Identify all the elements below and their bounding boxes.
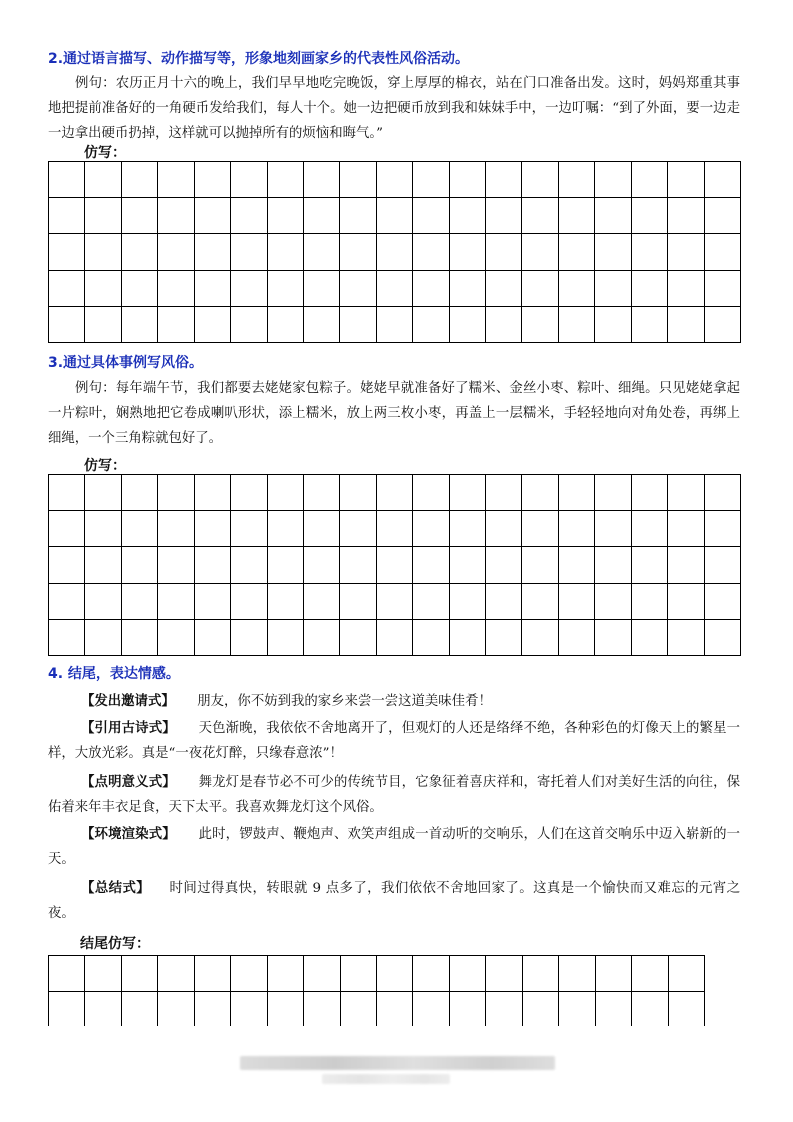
grid-cell[interactable] bbox=[450, 475, 486, 511]
grid-cell[interactable] bbox=[559, 511, 595, 547]
grid-cell[interactable] bbox=[705, 271, 741, 307]
footer-blurred-watermark-line2 bbox=[322, 1074, 450, 1084]
grid-cell[interactable] bbox=[122, 584, 158, 620]
ending-text: 舞龙灯是春节必不可少的传统节目，它象征着喜庆祥和，寄托着人们对美好生活的向往，保佑着来年丰衣足食，天下太平。我喜欢舞龙灯这个风俗。 bbox=[48, 775, 740, 815]
grid-cell[interactable] bbox=[49, 992, 85, 1028]
grid-cell[interactable] bbox=[49, 271, 85, 307]
grid-cell[interactable] bbox=[450, 198, 486, 234]
grid-cell[interactable] bbox=[413, 198, 449, 234]
grid-cell[interactable] bbox=[158, 198, 194, 234]
grid-cell[interactable] bbox=[304, 584, 340, 620]
grid-cell[interactable] bbox=[522, 162, 558, 198]
grid-cell[interactable] bbox=[632, 620, 668, 656]
ending-text: 朋友，你不妨到我的家乡来尝一尝这道美味佳肴！ bbox=[197, 694, 492, 709]
grid-cell[interactable] bbox=[85, 234, 121, 270]
grid-cell[interactable] bbox=[486, 234, 522, 270]
grid-cell[interactable] bbox=[122, 198, 158, 234]
grid-cell[interactable] bbox=[268, 992, 304, 1028]
grid-cell[interactable] bbox=[122, 956, 158, 992]
grid-cell[interactable] bbox=[340, 475, 376, 511]
grid-cell[interactable] bbox=[595, 511, 631, 547]
grid-cell[interactable] bbox=[85, 162, 121, 198]
grid-cell[interactable] bbox=[705, 475, 741, 511]
grid-cell[interactable] bbox=[595, 271, 631, 307]
grid-cell[interactable] bbox=[158, 307, 194, 343]
grid-cell[interactable] bbox=[450, 162, 486, 198]
grid-cell[interactable] bbox=[413, 511, 449, 547]
grid-cell[interactable] bbox=[705, 620, 741, 656]
grid-cell[interactable] bbox=[559, 584, 595, 620]
grid-cell[interactable] bbox=[122, 547, 158, 583]
grid-cell[interactable] bbox=[595, 198, 631, 234]
grid-cell[interactable] bbox=[559, 992, 595, 1028]
grid-cell[interactable] bbox=[595, 234, 631, 270]
grid-cell[interactable] bbox=[450, 620, 486, 656]
grid-cell[interactable] bbox=[486, 162, 522, 198]
grid-cell[interactable] bbox=[522, 475, 558, 511]
grid-cell[interactable] bbox=[304, 992, 340, 1028]
grid-cell[interactable] bbox=[304, 162, 340, 198]
grid-cell[interactable] bbox=[668, 162, 704, 198]
grid-cell[interactable] bbox=[49, 162, 85, 198]
grid-cell[interactable] bbox=[668, 475, 704, 511]
grid-cell[interactable] bbox=[413, 234, 449, 270]
grid-cell[interactable] bbox=[705, 198, 741, 234]
grid-cell[interactable] bbox=[195, 547, 231, 583]
grid-cell[interactable] bbox=[632, 511, 668, 547]
grid-cell[interactable] bbox=[377, 584, 413, 620]
grid-cell[interactable] bbox=[559, 162, 595, 198]
grid-cell[interactable] bbox=[522, 234, 558, 270]
grid-cell[interactable] bbox=[669, 956, 705, 992]
grid-cell[interactable] bbox=[195, 475, 231, 511]
grid-cell[interactable] bbox=[85, 992, 121, 1028]
grid-cell[interactable] bbox=[304, 620, 340, 656]
grid-cell[interactable] bbox=[85, 198, 121, 234]
grid-cell[interactable] bbox=[668, 511, 704, 547]
grid-cell[interactable] bbox=[158, 162, 194, 198]
section3-writing-grid[interactable] bbox=[48, 474, 741, 656]
grid-cell[interactable] bbox=[669, 992, 705, 1028]
grid-cell[interactable] bbox=[195, 198, 231, 234]
grid-cell[interactable] bbox=[85, 511, 121, 547]
grid-cell[interactable] bbox=[304, 307, 340, 343]
grid-cell[interactable] bbox=[632, 584, 668, 620]
ending-text: 天色渐晚，我依依不舍地离开了，但观灯的人还是络绎不绝，各种彩色的灯像天上的繁星一样，大放光彩。真是“一夜花灯醉，只缘春意浓”！ bbox=[48, 721, 740, 761]
grid-cell[interactable] bbox=[85, 271, 121, 307]
grid-cell[interactable] bbox=[522, 307, 558, 343]
section3-heading: 3.通过具体事例写风俗。 bbox=[48, 355, 204, 371]
section3-example: 例句：每年端午节，我们都要去姥姥家包粽子。姥姥早就准备好了糯米、金丝小枣、粽叶、细绳。只见姥姥拿起一片粽叶，娴熟地把它卷成喇叭形状，添上糯米，放上两三枚小枣，再盖上一层糯米，手轻轻地向对角处卷，再绑上细绳，一个三角粽就包好了。 bbox=[48, 381, 740, 446]
grid-cell[interactable] bbox=[231, 956, 267, 992]
grid-cell[interactable] bbox=[231, 234, 267, 270]
grid-cell[interactable] bbox=[413, 307, 449, 343]
grid-cell[interactable] bbox=[450, 511, 486, 547]
grid-cell[interactable] bbox=[377, 620, 413, 656]
grid-cell[interactable] bbox=[231, 547, 267, 583]
grid-cell[interactable] bbox=[668, 234, 704, 270]
grid-cell[interactable] bbox=[268, 511, 304, 547]
section2-example: 例句：农历正月十六的晚上，我们早早地吃完晚饭，穿上厚厚的棉衣，站在门口准备出发。这时，妈妈郑重其事地把提前准备好的一角硬币发给我们，每人十个。她一边把硬币放到我和妹妹手中，一边叮嘱：“到了外面，要一边走一边拿出硬币扔掉，这样就可以抛掉所有的烦恼和晦气。” bbox=[48, 76, 740, 141]
grid-cell[interactable] bbox=[377, 234, 413, 270]
grid-cell[interactable] bbox=[559, 956, 595, 992]
grid-cell[interactable] bbox=[158, 992, 194, 1028]
grid-cell[interactable] bbox=[340, 547, 376, 583]
grid-cell[interactable] bbox=[231, 992, 267, 1028]
grid-cell[interactable] bbox=[304, 511, 340, 547]
grid-cell[interactable] bbox=[450, 584, 486, 620]
grid-cell[interactable] bbox=[413, 956, 449, 992]
grid-cell[interactable] bbox=[85, 956, 121, 992]
grid-cell[interactable] bbox=[158, 584, 194, 620]
grid-cell[interactable] bbox=[49, 307, 85, 343]
grid-cell[interactable] bbox=[413, 584, 449, 620]
grid-cell[interactable] bbox=[231, 584, 267, 620]
ending-tag: 【点明意义式】 bbox=[81, 775, 176, 790]
grid-cell[interactable] bbox=[122, 162, 158, 198]
grid-cell[interactable] bbox=[486, 475, 522, 511]
grid-cell[interactable] bbox=[268, 475, 304, 511]
grid-cell[interactable] bbox=[632, 307, 668, 343]
grid-cell[interactable] bbox=[632, 956, 668, 992]
grid-cell[interactable] bbox=[49, 234, 85, 270]
grid-cell[interactable] bbox=[377, 198, 413, 234]
grid-cell[interactable] bbox=[377, 547, 413, 583]
grid-cell[interactable] bbox=[377, 162, 413, 198]
grid-cell[interactable] bbox=[668, 307, 704, 343]
grid-cell[interactable] bbox=[231, 475, 267, 511]
grid-cell[interactable] bbox=[486, 992, 522, 1028]
grid-cell[interactable] bbox=[596, 956, 632, 992]
grid-cell[interactable] bbox=[195, 234, 231, 270]
grid-cell[interactable] bbox=[705, 307, 741, 343]
ending-writing-grid[interactable] bbox=[48, 955, 705, 1028]
grid-cell[interactable] bbox=[377, 271, 413, 307]
grid-cell[interactable] bbox=[195, 992, 231, 1028]
section4-practice-label: 结尾仿写： bbox=[80, 936, 150, 952]
grid-cell[interactable] bbox=[486, 547, 522, 583]
grid-cell[interactable] bbox=[158, 234, 194, 270]
section2-practice-label: 仿写： bbox=[84, 145, 126, 161]
grid-cell[interactable] bbox=[450, 271, 486, 307]
grid-cell[interactable] bbox=[341, 992, 377, 1028]
grid-cell[interactable] bbox=[340, 584, 376, 620]
grid-cell[interactable] bbox=[158, 620, 194, 656]
grid-cell[interactable] bbox=[413, 547, 449, 583]
grid-cell[interactable] bbox=[523, 992, 559, 1028]
grid-cell[interactable] bbox=[522, 511, 558, 547]
grid-cell[interactable] bbox=[268, 584, 304, 620]
grid-cell[interactable] bbox=[268, 307, 304, 343]
grid-cell[interactable] bbox=[85, 547, 121, 583]
grid-cell[interactable] bbox=[85, 620, 121, 656]
grid-cell[interactable] bbox=[340, 198, 376, 234]
grid-cell[interactable] bbox=[195, 584, 231, 620]
ending-text: 此时，锣鼓声、鞭炮声、欢笑声组成一首动听的交响乐，人们在这首交响乐中迈入崭新的一天。 bbox=[48, 827, 740, 867]
grid-cell[interactable] bbox=[340, 511, 376, 547]
grid-cell[interactable] bbox=[49, 956, 85, 992]
grid-cell[interactable] bbox=[340, 620, 376, 656]
grid-cell[interactable] bbox=[195, 162, 231, 198]
grid-cell[interactable] bbox=[158, 475, 194, 511]
grid-cell[interactable] bbox=[122, 620, 158, 656]
grid-cell[interactable] bbox=[523, 956, 559, 992]
grid-cell[interactable] bbox=[122, 271, 158, 307]
grid-cell[interactable] bbox=[304, 475, 340, 511]
grid-cell[interactable] bbox=[450, 992, 486, 1028]
grid-cell[interactable] bbox=[231, 162, 267, 198]
section2-writing-grid[interactable] bbox=[48, 161, 741, 343]
grid-cell[interactable] bbox=[486, 307, 522, 343]
grid-cell[interactable] bbox=[632, 198, 668, 234]
grid-cell[interactable] bbox=[486, 956, 522, 992]
grid-cell[interactable] bbox=[49, 475, 85, 511]
grid-cell[interactable] bbox=[268, 956, 304, 992]
ending-tag: 【引用古诗式】 bbox=[81, 721, 176, 736]
grid-cell[interactable] bbox=[49, 198, 85, 234]
grid-cell[interactable] bbox=[85, 475, 121, 511]
grid-cell[interactable] bbox=[231, 307, 267, 343]
ending-tag: 【总结式】 bbox=[81, 881, 151, 896]
grid-cell[interactable] bbox=[559, 234, 595, 270]
footer-blurred-watermark bbox=[240, 1056, 555, 1070]
grid-cell[interactable] bbox=[122, 992, 158, 1028]
grid-cell[interactable] bbox=[595, 162, 631, 198]
grid-cell[interactable] bbox=[377, 511, 413, 547]
grid-cell[interactable] bbox=[668, 198, 704, 234]
grid-cell[interactable] bbox=[595, 584, 631, 620]
grid-cell[interactable] bbox=[231, 198, 267, 234]
grid-cell[interactable] bbox=[304, 271, 340, 307]
grid-cell[interactable] bbox=[231, 620, 267, 656]
grid-cell[interactable] bbox=[632, 992, 668, 1028]
grid-cell[interactable] bbox=[632, 162, 668, 198]
grid-cell[interactable] bbox=[268, 234, 304, 270]
grid-cell[interactable] bbox=[595, 547, 631, 583]
grid-cell[interactable] bbox=[268, 271, 304, 307]
ending-invitation bbox=[48, 689, 740, 714]
grid-cell[interactable] bbox=[632, 547, 668, 583]
grid-cell[interactable] bbox=[595, 475, 631, 511]
grid-cell[interactable] bbox=[341, 956, 377, 992]
grid-cell[interactable] bbox=[268, 162, 304, 198]
grid-cell[interactable] bbox=[559, 620, 595, 656]
ending-meaning bbox=[48, 770, 740, 820]
grid-cell[interactable] bbox=[522, 547, 558, 583]
grid-cell[interactable] bbox=[122, 511, 158, 547]
grid-cell[interactable] bbox=[158, 511, 194, 547]
grid-cell[interactable] bbox=[122, 234, 158, 270]
grid-cell[interactable] bbox=[705, 547, 741, 583]
grid-cell[interactable] bbox=[122, 475, 158, 511]
grid-cell[interactable] bbox=[413, 620, 449, 656]
grid-cell[interactable] bbox=[522, 620, 558, 656]
grid-cell[interactable] bbox=[705, 511, 741, 547]
grid-cell[interactable] bbox=[195, 271, 231, 307]
grid-cell[interactable] bbox=[486, 511, 522, 547]
grid-cell[interactable] bbox=[668, 271, 704, 307]
grid-cell[interactable] bbox=[195, 620, 231, 656]
grid-cell[interactable] bbox=[450, 956, 486, 992]
grid-cell[interactable] bbox=[340, 271, 376, 307]
grid-cell[interactable] bbox=[49, 620, 85, 656]
grid-cell[interactable] bbox=[195, 511, 231, 547]
grid-cell[interactable] bbox=[668, 620, 704, 656]
grid-cell[interactable] bbox=[268, 198, 304, 234]
grid-cell[interactable] bbox=[559, 198, 595, 234]
grid-cell[interactable] bbox=[49, 547, 85, 583]
grid-cell[interactable] bbox=[231, 271, 267, 307]
grid-cell[interactable] bbox=[158, 956, 194, 992]
grid-cell[interactable] bbox=[49, 511, 85, 547]
grid-cell[interactable] bbox=[595, 307, 631, 343]
grid-cell[interactable] bbox=[486, 271, 522, 307]
grid-cell[interactable] bbox=[195, 307, 231, 343]
grid-cut-mask bbox=[40, 1026, 720, 1032]
grid-cell[interactable] bbox=[340, 162, 376, 198]
grid-cell[interactable] bbox=[340, 234, 376, 270]
grid-cell[interactable] bbox=[413, 992, 449, 1028]
grid-cell[interactable] bbox=[158, 547, 194, 583]
section2-heading: 2.通过语言描写、动作描写等，形象地刻画家乡的代表性风俗活动。 bbox=[48, 51, 470, 67]
grid-cell[interactable] bbox=[486, 198, 522, 234]
grid-cell[interactable] bbox=[486, 620, 522, 656]
grid-cell[interactable] bbox=[377, 307, 413, 343]
grid-cell[interactable] bbox=[268, 620, 304, 656]
grid-cell[interactable] bbox=[450, 234, 486, 270]
ending-text: 时间过得真快，转眼就 9 点多了，我们依依不舍地回家了。这真是一个愉快而又难忘的元宵之夜。 bbox=[48, 881, 741, 921]
grid-cell[interactable] bbox=[559, 547, 595, 583]
grid-cell[interactable] bbox=[559, 475, 595, 511]
grid-cell[interactable] bbox=[413, 162, 449, 198]
ending-poem bbox=[48, 716, 740, 766]
grid-cell[interactable] bbox=[304, 547, 340, 583]
grid-cell[interactable] bbox=[413, 271, 449, 307]
grid-cell[interactable] bbox=[632, 271, 668, 307]
section4-heading: 4. 结尾，表达情感。 bbox=[48, 666, 180, 682]
grid-cell[interactable] bbox=[632, 234, 668, 270]
grid-cell[interactable] bbox=[377, 475, 413, 511]
grid-cell[interactable] bbox=[486, 584, 522, 620]
grid-cell[interactable] bbox=[231, 511, 267, 547]
grid-cell[interactable] bbox=[705, 234, 741, 270]
grid-cell[interactable] bbox=[85, 307, 121, 343]
grid-cell[interactable] bbox=[705, 584, 741, 620]
grid-cell[interactable] bbox=[559, 307, 595, 343]
grid-cell[interactable] bbox=[304, 234, 340, 270]
grid-cell[interactable] bbox=[377, 992, 413, 1028]
grid-cell[interactable] bbox=[522, 584, 558, 620]
grid-cell[interactable] bbox=[522, 271, 558, 307]
grid-cell[interactable] bbox=[304, 198, 340, 234]
grid-cell[interactable] bbox=[85, 584, 121, 620]
ending-tag: 【发出邀请式】 bbox=[81, 694, 175, 709]
ending-tag: 【环境渲染式】 bbox=[81, 827, 176, 842]
grid-cell[interactable] bbox=[522, 198, 558, 234]
grid-cell[interactable] bbox=[596, 992, 632, 1028]
ending-environment bbox=[48, 822, 740, 872]
grid-cell[interactable] bbox=[450, 547, 486, 583]
grid-cell[interactable] bbox=[195, 956, 231, 992]
grid-cell[interactable] bbox=[268, 547, 304, 583]
grid-cell[interactable] bbox=[559, 271, 595, 307]
grid-cell[interactable] bbox=[668, 584, 704, 620]
grid-cell[interactable] bbox=[450, 307, 486, 343]
grid-cell[interactable] bbox=[705, 162, 741, 198]
grid-cell[interactable] bbox=[122, 307, 158, 343]
grid-cell[interactable] bbox=[632, 475, 668, 511]
section3-practice-label: 仿写： bbox=[84, 458, 126, 474]
grid-cell[interactable] bbox=[668, 547, 704, 583]
grid-cell[interactable] bbox=[49, 584, 85, 620]
grid-cell[interactable] bbox=[413, 475, 449, 511]
grid-cell[interactable] bbox=[595, 620, 631, 656]
grid-cell[interactable] bbox=[377, 956, 413, 992]
grid-cell[interactable] bbox=[158, 271, 194, 307]
grid-cell[interactable] bbox=[304, 956, 340, 992]
ending-summary bbox=[48, 876, 740, 926]
grid-cell[interactable] bbox=[340, 307, 376, 343]
